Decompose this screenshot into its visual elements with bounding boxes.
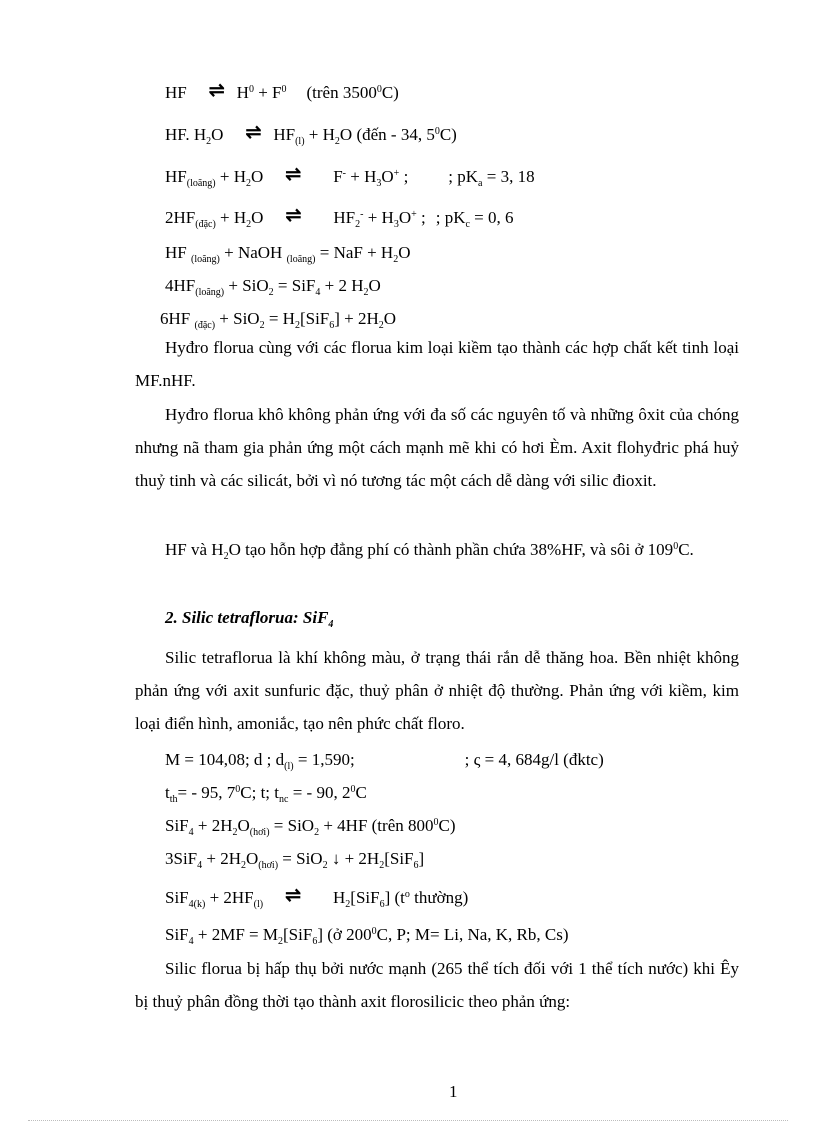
equation-hf-dilute-ionization: $HF_{(loãng)} + H_2O$ ⇌ $F^- + H_3O^+$ ; ; $pK_a = 3$, 18	[165, 164, 535, 189]
equation-hf-sio2-concentrated: 6HF $_{(đặc)} + SiO_2 = H_2[SiF_6] + 2H_2O$	[160, 309, 397, 331]
equation-sif4-metal-fluoride: $SiF_4 + 2MF = M_2[SiF_6]$ (ở $200^0C$, P; M= Li, Na, K, Rb, Cs)	[165, 925, 569, 947]
equation-hf-concentrated-ionization: $2HF_{(đặc)} + H_2O$ ⇌ $HF_2^- + H_3O^+$ ; ; $pK_c = 0$, 6	[165, 205, 514, 230]
equation-sif4-hf-equilibrium: $SiF_{4(k)} + 2HF_{(l)}$ ⇌ $H_2[SiF_6]$ ($t^o$ thường)	[165, 885, 469, 910]
equilibrium-arrow-icon: ⇌	[285, 164, 302, 185]
page-number: 1	[449, 1082, 458, 1101]
paragraph-hf-alkali-fluorides: Hyđro florua cùng với các florua kim loại kiềm tạo thành các hợp chất kết tinh loại MF.nHF.	[135, 338, 739, 390]
equation-sif4-hydrolysis: $3SiF_4 + 2H_2O_{(hơi)} = SiO_2$ ↓ + $2H_2[SiF_6]$	[165, 849, 425, 871]
equation-hf-hydrate: HF. $H_2O$ ⇌ $HF_{(l)} + H_2O$ (đến - 34, $5^0C$)	[165, 122, 457, 147]
section-heading-silicon-tetrafluoride: 2. Silic tetraflorua: SiF$_4$	[165, 608, 334, 630]
paragraph-hf-azeotrope: HF và $H_2O$ tạo hỗn hợp đẳng phí có thành phần chứa 38%HF, và sôi ở $109^0C$.	[165, 540, 694, 562]
equation-hf-dissociation: HF ⇌ $H^0 + F^0$ (trên 3500$^0$C)	[165, 80, 399, 102]
paragraph-sif4-properties: Silic tetraflorua là khí không màu, ở trạng thái rắn dễ thăng hoa. Bền nhiệt không phản ứng với axit sunfuric đặc, thuỷ phân ở nhiệt độ thường. Phản ứng với kiềm, kim loại điển hình, amoniắc, tạo nên phức chất floro.	[135, 648, 739, 733]
equilibrium-arrow-icon: ⇌	[285, 205, 302, 226]
sif4-sublimation-melting-points: $t_{th}= - 95$, $7^0C$; t; $t_{nc}$ = - 90, $2^0C$	[165, 783, 367, 805]
equilibrium-arrow-icon: ⇌	[245, 122, 262, 143]
equilibrium-arrow-icon: ⇌	[285, 885, 302, 906]
sif4-physical-constants: M = 104,08; d ; $d_{(l)} = 1,590$; ; ς = 4, 684g/l (đktc)	[165, 750, 604, 772]
paragraph-sif4-absorption: Silic florua bị hấp thụ bởi nước mạnh (265 thể tích đối với 1 thể tích nước) khi Êy bị thuỷ phân đồng thời tạo thành axit florosilicic theo phản ứng:	[135, 959, 739, 1011]
footer-divider	[28, 1120, 788, 1121]
equilibrium-arrow-icon: ⇌	[208, 80, 225, 101]
equation-hf-sio2-dilute: $4HF_{(loãng)} + SiO_2 = SiF_4 + 2$ $H_2O$	[165, 276, 381, 298]
equation-sif4-hydrolysis-high-temp: $SiF_4 + 2H_2O_{(hơi)} = SiO_2 + 4HF$ (trên $800^0C$)	[165, 816, 456, 838]
equation-hf-naoh: HF $_{(loãng)}$ + NaOH $_{(loãng)}$ = NaF + $H_2O$	[165, 243, 411, 265]
paragraph-hf-reactivity: Hyđro florua khô không phản ứng với đa số các nguyên tố và những ôxit của chóng nhưng nã tham gia phản ứng một cách mạnh mẽ khi có hơi Èm. Axit flohyđric phá huỷ thuỷ tinh và các silicát, bởi vì nó tương tác một cách dễ dàng với silic đioxit.	[135, 405, 739, 490]
